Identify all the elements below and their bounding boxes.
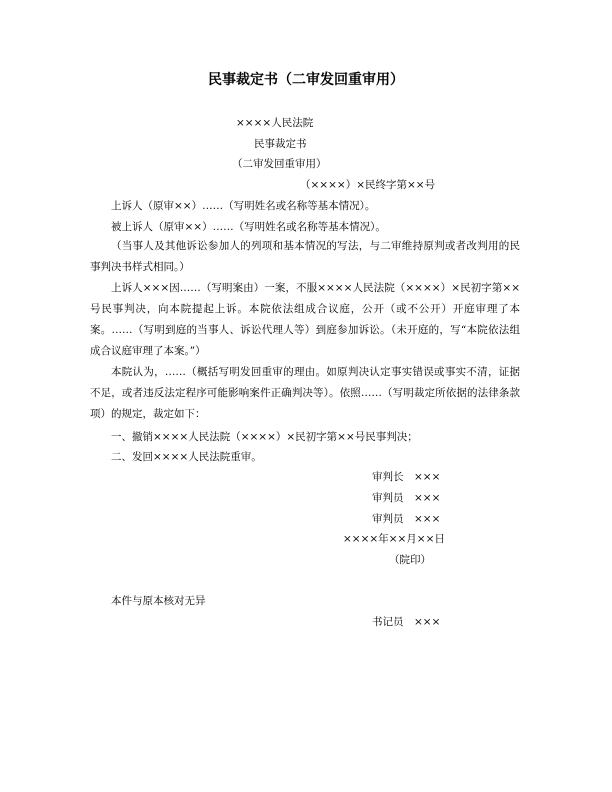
verification-statement: 本件与原本核对无异 [111, 595, 206, 607]
judge-signature-2: 审判员 ××× [372, 513, 441, 525]
reasoning-paragraph: 本院认为，……（概括写明发回重审的理由。如原判决认定事实错误或事实不清，证据不足，或者违反法定程序可能影响案件正确判决等）。依照……（写明裁定所依据的法律条款项）的规定，裁定如下： [90, 366, 520, 421]
order-item-1: 一、撤销××××人民法院（××××）×民初字第××号民事判决； [111, 431, 418, 443]
judge-signature-1: 审判员 ××× [372, 492, 441, 504]
court-seal-label: （院印） [389, 554, 431, 566]
document-subtype: （二审发回重审用） [232, 158, 327, 170]
court-name: ××××人民法院 [236, 117, 314, 129]
clerk-signature: 书记员 ××× [372, 616, 441, 628]
presiding-judge-signature: 审判长 ××× [372, 471, 441, 483]
parties-note-paragraph: （当事人及其他诉讼参加人的列项和基本情况的写法，与二审维持原判或者改判用的民事判决书样式相同。） [90, 240, 520, 274]
procedure-paragraph: 上诉人×××因……（写明案由）一案，不服××××人民法院（××××）×民初字第××号民事判决，向本院提起上诉。本院依法组成合议庭，公开（或不公开）开庭审理了本案。……（写明到庭的当事人、诉讼代理人等）到庭参加诉讼。（未开庭的，写“本院依法组成合议庭审理了本案。”） [90, 282, 520, 358]
case-number: （××××）×民终字第××号 [300, 179, 436, 191]
appellant-line: 上诉人（原审××）……（写明姓名或名称等基本情况）。 [111, 200, 376, 212]
appellee-line: 被上诉人（原审××）……（写明姓名或名称等基本情况）。 [111, 221, 386, 233]
order-item-2: 二、发回××××人民法院重审。 [111, 451, 262, 463]
document-type: 民事裁定书 [254, 138, 307, 150]
document-title: 民事裁定书（二审发回重审用） [208, 72, 404, 88]
decision-date: ××××年××月××日 [343, 533, 445, 545]
